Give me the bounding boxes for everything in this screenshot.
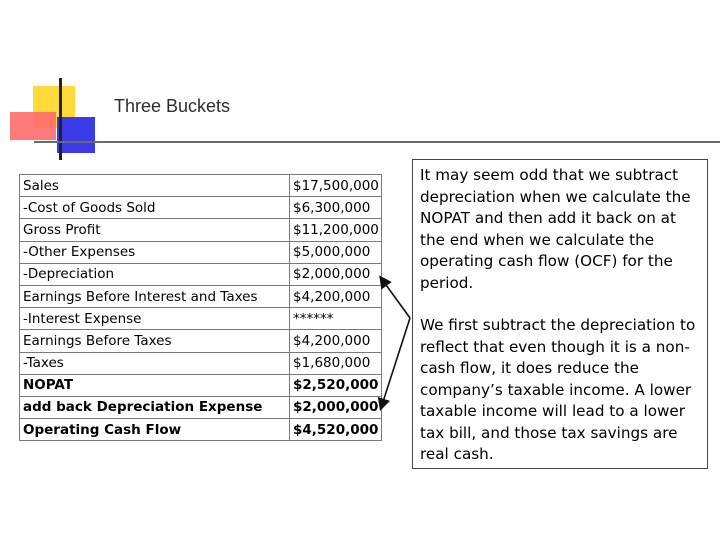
row-label: Earnings Before Interest and Taxes bbox=[20, 285, 290, 307]
row-value: $6,300,000 bbox=[290, 197, 382, 219]
row-value: $2,000,000 bbox=[290, 263, 382, 285]
row-value: $4,520,000 bbox=[290, 419, 382, 441]
row-value: $1,680,000 bbox=[290, 352, 382, 374]
row-label: Operating Cash Flow bbox=[20, 419, 290, 441]
row-value: $5,000,000 bbox=[290, 241, 382, 263]
explanation-paragraph-2: We first subtract the depreciation to reflect that even though it is a non-cash flow, it does reduce the company’s taxable income. A lower taxable income will lead to a lower tax bill, and those tax savings are real cash. bbox=[420, 316, 696, 463]
arrow-to-addback bbox=[381, 318, 410, 408]
row-label: -Cost of Goods Sold bbox=[20, 197, 290, 219]
row-value: $2,520,000 bbox=[290, 374, 382, 396]
arrow-to-depreciation bbox=[381, 278, 410, 318]
row-label: Sales bbox=[20, 175, 290, 197]
row-label: Earnings Before Taxes bbox=[20, 330, 290, 352]
explanation-paragraph-1: It may seem odd that we subtract depreciation when we calculate the NOPAT and then add it back on at the end when we calculate the operating cash flow (OCF) for the period. bbox=[420, 166, 691, 292]
row-value: $11,200,000 bbox=[290, 219, 382, 241]
row-value: $4,200,000 bbox=[290, 285, 382, 307]
row-value: $4,200,000 bbox=[290, 330, 382, 352]
row-label: add back Depreciation Expense bbox=[20, 396, 290, 418]
row-label: -Other Expenses bbox=[20, 241, 290, 263]
row-label: NOPAT bbox=[20, 374, 290, 396]
row-value: $17,500,000 bbox=[290, 175, 382, 197]
row-value: ****** bbox=[290, 308, 382, 330]
row-label: -Interest Expense bbox=[20, 308, 290, 330]
row-value: $2,000,000 bbox=[290, 396, 382, 418]
slide-title: Three Buckets bbox=[114, 96, 231, 116]
row-label: Gross Profit bbox=[20, 219, 290, 241]
row-label: -Depreciation bbox=[20, 263, 290, 285]
row-label: -Taxes bbox=[20, 352, 290, 374]
